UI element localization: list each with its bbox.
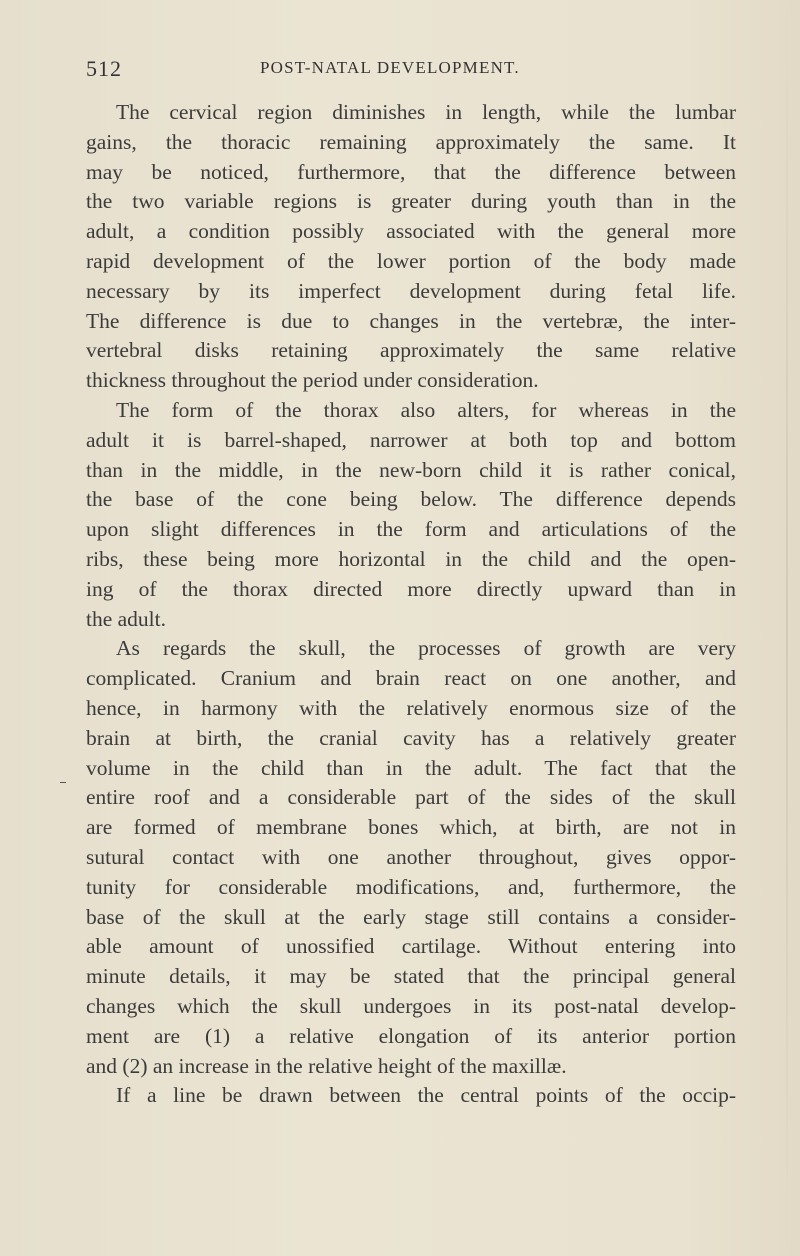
text-line: are formed of membrane bones which, at birth, are not in xyxy=(86,815,736,840)
body-text xyxy=(86,98,736,1111)
text-line: gains, the thoracic remaining approximately the same. It xyxy=(86,129,736,154)
text-line: volume in the child than in the adult. The fact that the xyxy=(86,755,736,780)
text-line: upon slight differences in the form and articulations of the xyxy=(86,517,736,542)
text-line: complicated. Cranium and brain react on one another, and xyxy=(86,666,736,691)
text-line: able amount of unossified cartilage. Without entering into xyxy=(86,934,736,959)
page-number: 512 xyxy=(86,56,122,81)
margin-mark xyxy=(60,782,66,783)
page-edge-shadow xyxy=(786,0,788,1256)
text-line: thickness throughout the period under consideration. xyxy=(86,368,539,393)
text-line: As regards the skull, the processes of growth are very xyxy=(116,636,736,661)
text-line: the two variable regions is greater during youth than in the xyxy=(86,189,736,214)
text-line: ribs, these being more horizontal in the child and the open- xyxy=(86,546,736,571)
text-line: than in the middle, in the new-born child it is rather conical, xyxy=(86,457,736,482)
text-line: vertebral disks retaining approximately the same relative xyxy=(86,338,736,363)
text-line: sutural contact with one another throughout, gives oppor- xyxy=(86,844,736,869)
text-line: tunity for considerable modifications, and, furthermore, the xyxy=(86,874,736,899)
text-line: If a line be drawn between the central points of the occip- xyxy=(116,1083,736,1108)
text-line: rapid development of the lower portion of the body made xyxy=(86,248,736,273)
text-line: minute details, it may be stated that the principal general xyxy=(86,964,736,989)
text-line: the base of the cone being below. The difference depends xyxy=(86,487,736,512)
text-line: ing of the thorax directed more directly upward than in xyxy=(86,576,736,601)
text-line: brain at birth, the cranial cavity has a relatively greater xyxy=(86,725,736,750)
text-line: The form of the thorax also alters, for whereas in the xyxy=(116,397,736,422)
text-line: adult, a condition possibly associated with the general more xyxy=(86,219,736,244)
text-line: may be noticed, furthermore, that the difference between xyxy=(86,159,736,184)
running-head: POST-NATAL DEVELOPMENT. xyxy=(260,58,520,77)
text-line: the adult. xyxy=(86,606,167,631)
text-line: entire roof and a considerable part of the sides of the skull xyxy=(86,785,736,810)
page-header xyxy=(86,56,726,86)
text-line: hence, in harmony with the relatively enormous size of the xyxy=(86,695,736,720)
text-line: The difference is due to changes in the vertebræ, the inter- xyxy=(86,308,736,333)
text-line: The cervical region diminishes in length, while the lumbar xyxy=(116,100,736,124)
text-line: adult it is barrel-shaped, narrower at both top and bottom xyxy=(86,427,736,452)
text-line: base of the skull at the early stage still contains a consider- xyxy=(86,904,736,929)
text-line: necessary by its imperfect development during fetal life. xyxy=(86,278,736,303)
text-line: ment are (1) a relative elongation of its anterior portion xyxy=(86,1023,736,1048)
text-line: and (2) an increase in the relative height of the maxillæ. xyxy=(86,1053,567,1078)
text-line: changes which the skull undergoes in its post-natal develop- xyxy=(86,993,736,1018)
